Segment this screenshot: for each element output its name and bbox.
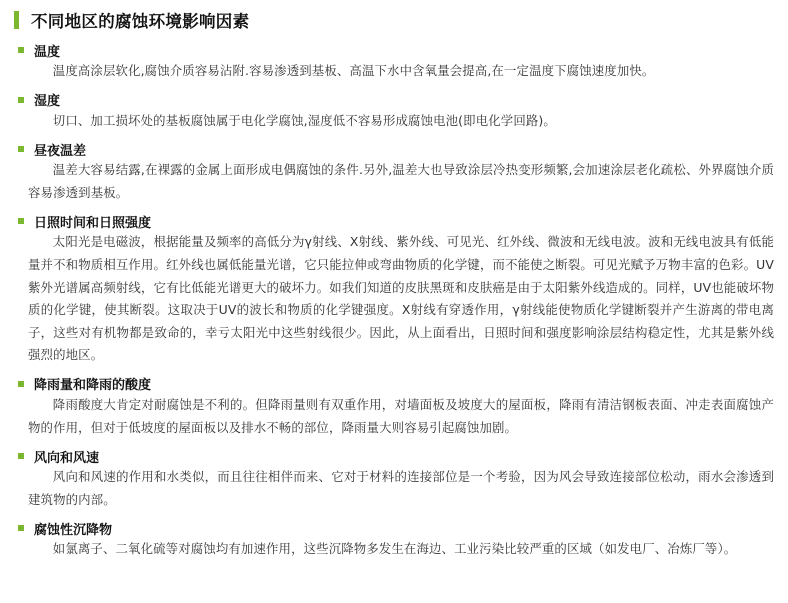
square-bullet-icon [18,97,24,103]
section-heading-row [14,518,778,538]
square-bullet-icon [18,525,24,531]
section-body: 风向和风速的作用和水类似，而且往往相伴而来、它对于材料的连接部位是一个考验，因为风会导致连接部位松动，雨水会渗透到建筑物的内部。 [28,469,774,507]
section-body: 太阳光是电磁波，根据能量及频率的高低分为γ射线、X射线、紫外线、可见光、红外线、微波和无线电波。波和无线电波具有低能量并不和物质相互作用。红外线也属低能量光谱，它只能拉伸或弯曲物质的化学键，而不能使之断裂。可见光赋予万物丰富的色彩。UV紫外光谱属高频射线，它有比低能光谱更大的破坏力。如我们知道的皮肤黑斑和皮肤癌是由于太阳紫外线造成的。同样，UV也能破坏物质的化学键，使其断裂。这取决于UV的波长和物质的化学键强度。X射线有穿透作用，γ射线能使物质化学键断裂并产生游离的带电离子，这些对有机物都是致命的，幸亏太阳光中这些射线很少。因此，从上面看出，日照时间和强度影响涂层结构稳定性，尤其是紫外线强烈的地区。 [28,234,774,363]
square-bullet-icon [18,381,24,387]
section-heading: 温度 [34,44,61,60]
section-humidity [14,90,778,133]
section-corrosive-deposits [14,518,778,561]
square-bullet-icon [18,146,24,152]
square-bullet-icon [18,47,24,53]
section-body: 降雨酸度大肯定对耐腐蚀是不利的。但降雨量则有双重作用，对墙面板及坡度大的屋面板，降雨有清洁钢板表面、冲走表面腐蚀产物的作用，但对于低坡度的屋面板以及排水不畅的部位，降雨量大则容易引起腐蚀加剧。 [28,396,774,435]
square-bullet-icon [18,218,24,224]
section-sunlight [14,211,778,367]
section-heading-row [14,139,778,159]
section-temperature [14,40,778,83]
section-heading: 昼夜温差 [34,143,87,159]
section-rainfall [14,374,778,439]
page-title: 不同地区的腐蚀环境影响因素 [31,12,250,31]
title-row [14,8,778,32]
section-heading-row [14,374,778,394]
title-accent-bar [14,11,19,29]
section-body: 温度高涂层软化,腐蚀介质容易沾附.容易渗透到基板、高温下水中含氧量会提高,在一定温度下腐蚀速度加快。 [52,63,655,78]
section-body: 温差大容易结露,在裸露的金属上面形成电偶腐蚀的条件.另外,温差大也导致涂层冷热变形频繁,会加速涂层老化疏松、外界腐蚀介质容易渗透到基板。 [28,162,774,200]
square-bullet-icon [18,453,24,459]
section-heading-row [14,446,778,466]
section-heading: 湿度 [34,94,61,110]
section-day-night-temperature-difference [14,139,778,204]
section-heading: 风向和风速 [34,450,100,466]
section-body: 如氯离子、二氧化硫等对腐蚀均有加速作用，这些沉降物多发生在海边、工业污染比较严重的区域（如发电厂、冶炼厂等）。 [52,541,737,557]
section-wind [14,446,778,511]
section-heading-row [14,211,778,231]
section-body: 切口、加工损坏处的基板腐蚀属于电化学腐蚀,湿度低不容易形成腐蚀电池(即电化学回路)。 [52,112,556,128]
section-heading-row [14,90,778,110]
section-heading: 日照时间和日照强度 [34,215,152,231]
section-heading-row [14,40,778,60]
section-heading: 腐蚀性沉降物 [34,522,113,538]
section-heading: 降雨量和降雨的酸度 [34,378,152,394]
